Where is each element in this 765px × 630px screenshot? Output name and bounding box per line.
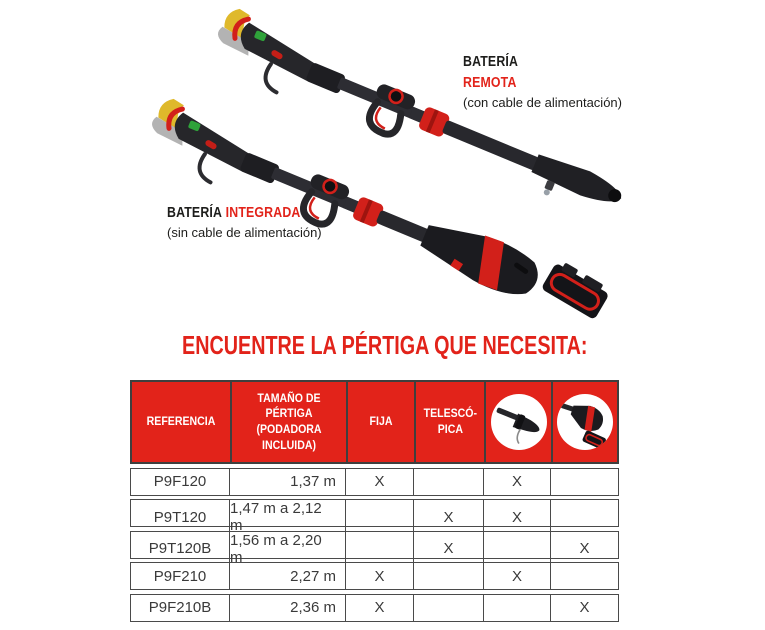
page-title: ENCUENTRE LA PÉRTIGA QUE NECESITA: xyxy=(182,330,588,360)
label-remota-text: REMOTA xyxy=(463,75,517,92)
table-row xyxy=(130,594,619,622)
integrated-battery-handle-icon xyxy=(559,396,611,448)
remote-battery-pole-icon xyxy=(493,396,545,448)
cell-tamano: 1,56 m a 2,20 m xyxy=(229,532,345,566)
cell-referencia: P9F210B xyxy=(148,599,212,616)
bateria-integrada-photo-badge xyxy=(557,394,613,450)
cell-bateria-integrada: X xyxy=(550,595,618,621)
header-bateria-remota-photo xyxy=(484,382,551,462)
cell-bateria-remota: X xyxy=(483,500,550,534)
cell-bateria-remota xyxy=(483,595,550,621)
header-tamano: TAMAÑO DE PÉRTIGA (PODADORA INCLUIDA) xyxy=(230,382,346,462)
label-bateria-remota xyxy=(463,53,622,112)
cell-bateria-remota: X xyxy=(483,563,550,589)
cell-fija: X xyxy=(345,469,413,495)
table-row xyxy=(130,468,619,496)
table-row xyxy=(130,531,619,566)
cell-bateria-remota xyxy=(483,532,550,566)
cell-bateria-integrada: X xyxy=(550,532,618,566)
cell-fija xyxy=(345,500,413,534)
cell-telescopica: X xyxy=(413,500,483,534)
cell-bateria-integrada xyxy=(550,500,618,534)
table-row xyxy=(130,499,619,534)
label-integrada-note: (sin cable de alimentación) xyxy=(167,225,322,240)
label-bateria-integrada xyxy=(167,203,324,241)
cell-telescopica xyxy=(413,595,483,621)
cell-referencia: P9T120 xyxy=(153,508,207,526)
cell-fija: X xyxy=(345,563,413,589)
cell-bateria-integrada xyxy=(550,469,618,495)
table-row xyxy=(130,562,619,590)
header-bateria-integrada-photo xyxy=(551,382,617,462)
bateria-remota-photo-badge xyxy=(491,394,547,450)
cell-telescopica: X xyxy=(413,532,483,566)
cell-telescopica xyxy=(413,563,483,589)
cell-tamano: 2,36 m xyxy=(229,595,345,621)
cell-referencia: P9F120 xyxy=(153,473,207,490)
cell-referencia: P9T120B xyxy=(148,540,212,557)
pertiga-comparison-table xyxy=(130,380,619,622)
cell-tamano: 2,27 m xyxy=(229,563,345,589)
cell-telescopica xyxy=(413,469,483,495)
label-remota-note: (con cable de alimentación) xyxy=(463,95,622,111)
table-header-row xyxy=(130,380,619,464)
cell-bateria-integrada xyxy=(550,563,618,589)
label-integrada-text: INTEGRADA xyxy=(225,205,301,221)
cell-fija xyxy=(345,532,413,566)
cell-tamano: 1,47 m a 2,12 m xyxy=(229,500,345,534)
header-fija: FIJA xyxy=(346,382,414,462)
label-bateria-text: BATERÍA xyxy=(167,205,223,221)
label-bateria-text: BATERÍA xyxy=(463,54,519,70)
cell-bateria-remota: X xyxy=(483,469,550,495)
cell-tamano: 1,37 m xyxy=(229,469,345,495)
header-referencia: REFERENCIA xyxy=(146,414,216,429)
cell-referencia: P9F210 xyxy=(153,567,207,585)
header-telescopica: TELESCÓ-PICA xyxy=(414,382,484,462)
cell-fija: X xyxy=(345,595,413,621)
